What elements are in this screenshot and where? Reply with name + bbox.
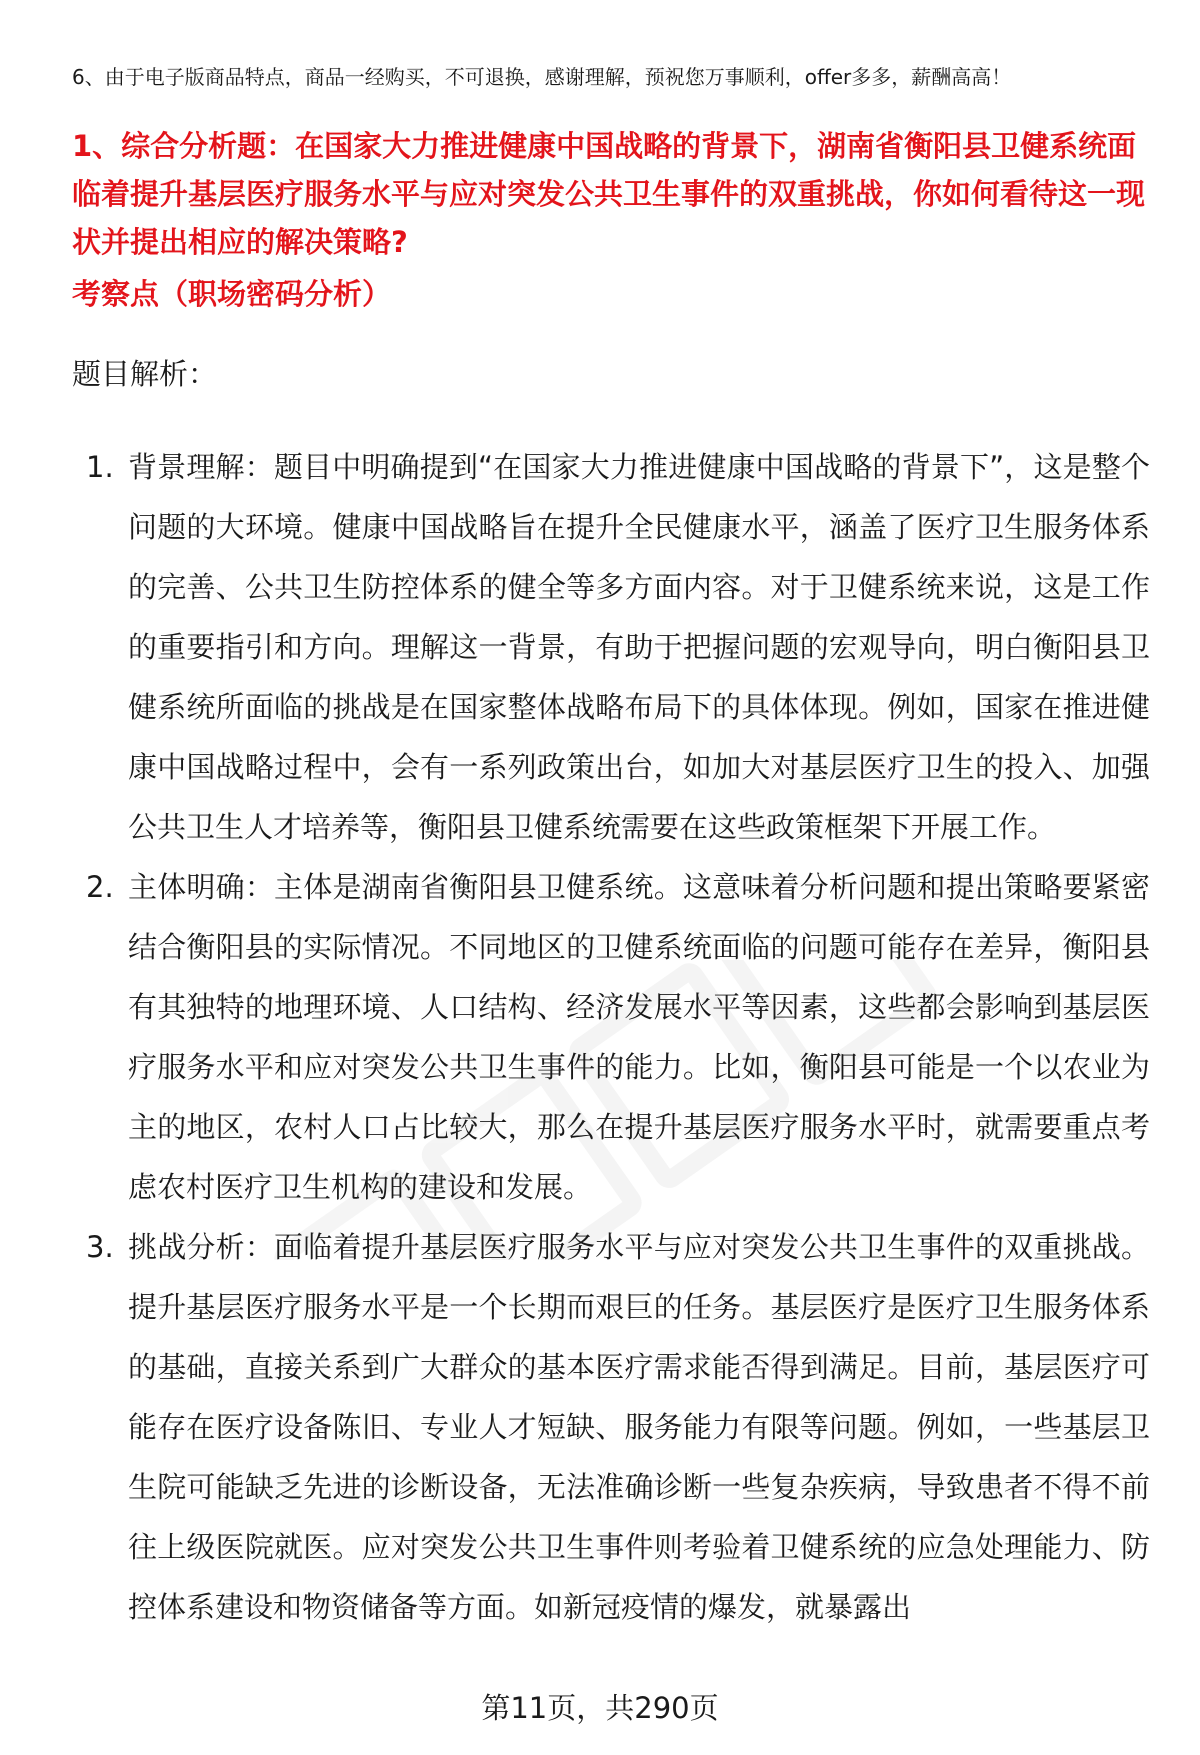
list-item-text: 主体明确：主体是湖南省衡阳县卫健系统。这意味着分析问题和提出策略要紧密结合衡阳县的实际情况。不同地区的卫健系统面临的问题可能存在差异，衡阳县有其独特的地理环境、人口结构、经济发展水平等因素，这些都会影响到基层医疗服务水平和应对突发公共卫生事件的能力。比如，衡阳县可能是一个以农业为主的地区，农村人口占比较大，那么在提升基层医疗服务水平时，就需要重点考虑农村医疗卫生机构的建设和发展。 bbox=[128, 870, 1150, 1204]
list-item-text: 背景理解：题目中明确提到“在国家大力推进健康中国战略的背景下”，这是整个问题的大环境。健康中国战略旨在提升全民健康水平，涵盖了医疗卫生服务体系的完善、公共卫生防控体系的健全等多方面内容。对于卫健系统来说，这是工作的重要指引和方向。理解这一背景，有助于把握问题的宏观导向，明白衡阳县卫健系统所面临的挑战是在国家整体战略布局下的具体体现。例如，国家在推进健康中国战略过程中，会有一系列政策出台，如加大对基层医疗卫生的投入、加强公共卫生人才培养等，衡阳县卫健系统需要在这些政策框架下开展工作。 bbox=[128, 450, 1150, 844]
list-item bbox=[72, 857, 1150, 1217]
analysis-list bbox=[72, 437, 1150, 1637]
page-number-footer: 第11页，共290页 bbox=[481, 1691, 719, 1725]
question-heading: 1、综合分析题：在国家大力推进健康中国战略的背景下，湖南省衡阳县卫健系统面临着提升基层医疗服务水平与应对突发公共卫生事件的双重挑战，你如何看待这一现状并提出相应的解决策略? bbox=[72, 129, 1146, 259]
analysis-label: 题目解析： bbox=[72, 357, 218, 391]
list-item-number: 1. bbox=[86, 450, 114, 484]
list-item-number: 3. bbox=[86, 1230, 114, 1264]
list-item-number: 2. bbox=[86, 870, 114, 904]
examine-point-heading: 考察点（职场密码分析） bbox=[72, 277, 392, 311]
list-item-text: 挑战分析：面临着提升基层医疗服务水平与应对突发公共卫生事件的双重挑战。提升基层医疗服务水平是一个长期而艰巨的任务。基层医疗是医疗卫生服务体系的基础，直接关系到广大群众的基本医疗需求能否得到满足。目前，基层医疗可能存在医疗设备陈旧、专业人才短缺、服务能力有限等问题。例如，一些基层卫生院可能缺乏先进的诊断设备，无法准确诊断一些复杂疾病，导致患者不得不前往上级医院就医。应对突发公共卫生事件则考验着卫健系统的应急处理能力、防控体系建设和物资储备等方面。如新冠疫情的爆发，就暴露出 bbox=[128, 1230, 1150, 1624]
purchase-notice: 6、由于电子版商品特点，商品一经购买，不可退换，感谢理解，预祝您万事顺利，offer多多，薪酬高高！ bbox=[72, 65, 1012, 89]
list-item bbox=[72, 437, 1150, 857]
list-item bbox=[72, 1217, 1150, 1637]
